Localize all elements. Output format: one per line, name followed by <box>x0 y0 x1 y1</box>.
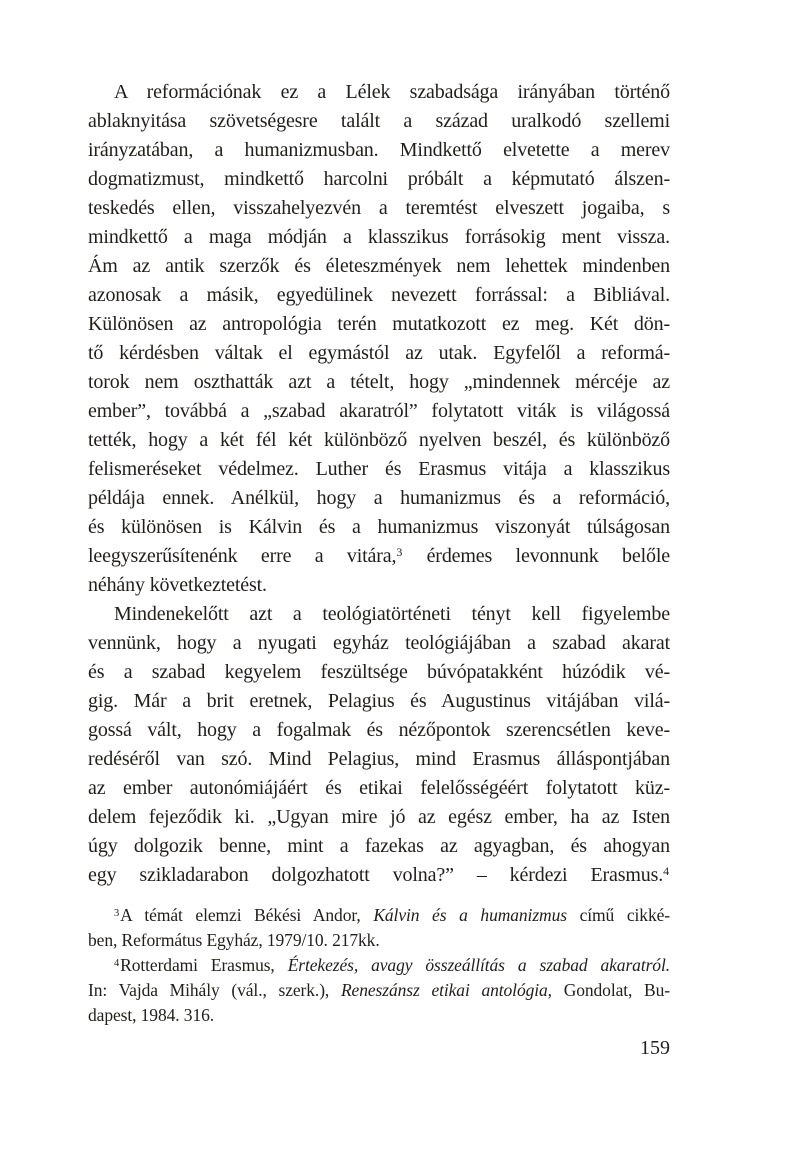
page-number: 159 <box>640 1037 670 1059</box>
text-line <box>88 903 670 928</box>
paragraph-1 <box>88 78 670 600</box>
text-line <box>88 832 670 861</box>
text-line <box>88 629 670 658</box>
text-segment: redéséről van szó. Mind Pelagius, mind Erasmus álláspontjában <box>88 748 670 770</box>
text-segment: azonosak a másik, egyedülinek nevezett forrással: a Bibliával. <box>88 284 670 306</box>
text-line <box>88 136 670 165</box>
text-segment: A reformációnak ez a Lélek szabadsága irányában történő <box>114 81 670 103</box>
text-line <box>88 165 670 194</box>
superscript-ref: 3 <box>396 545 403 559</box>
text-line <box>88 426 670 455</box>
text-line <box>88 107 670 136</box>
text-segment: Gondolat, Bu- <box>551 980 670 1000</box>
text-line <box>88 194 670 223</box>
text-line <box>88 600 670 629</box>
text-line <box>88 745 670 774</box>
text-segment: Különösen az antropológia terén mutatkozott ez meg. Két dön- <box>88 313 670 335</box>
text-line <box>88 803 670 832</box>
text-segment: az ember autonómiájáért és etikai felelősségéért folytatott küz- <box>88 777 670 799</box>
text-line <box>88 339 670 368</box>
text-segment: Ám az antik szerzők és életeszmények nem lehettek mindenben <box>88 255 670 277</box>
text-line <box>88 571 670 600</box>
text-line <box>88 281 670 310</box>
text-segment: delem fejeződik ki. „Ugyan mire jó az egész ember, ha az Isten <box>88 806 670 828</box>
text-segment: Kálvin és a humanizmus <box>373 905 567 925</box>
text-line <box>88 513 670 542</box>
text-line <box>88 953 670 978</box>
text-line <box>88 687 670 716</box>
text-segment: néhány következtetést. <box>88 574 267 596</box>
text-segment: című cikké- <box>566 905 670 925</box>
text-segment: gig. Már a brit eretnek, Pelagius és Augustinus vitájában vilá- <box>88 690 670 712</box>
text-line <box>88 928 670 953</box>
text-segment: Rotterdami Erasmus, <box>120 955 288 975</box>
text-segment: gossá vált, hogy a fogalmak és nézőpontok szerencsétlen keve- <box>88 719 670 741</box>
text-segment: tő kérdésben váltak el egymástól az utak. Egyfelől a reformá- <box>88 342 670 364</box>
text-segment: példája ennek. Anélkül, hogy a humanizmus és a reformáció, <box>88 487 670 509</box>
superscript-ref: 4 <box>663 864 669 878</box>
text-line <box>88 223 670 252</box>
text-segment: In: Vajda Mihály (vál., szerk.), <box>88 980 341 1000</box>
text-line <box>88 1003 670 1028</box>
text-segment: ablaknyitása szövetségesre talált a század uralkodó szellemi <box>88 110 670 132</box>
text-segment: torok nem oszthatták azt a tételt, hogy „mindennek mércéje az <box>88 371 670 393</box>
text-segment: A témát elemzi Békési Andor, <box>120 905 374 925</box>
text-line <box>88 397 670 426</box>
text-segment: ember”, továbbá a „szabad akaratról” folytatott viták is világossá <box>88 400 670 422</box>
text-line <box>88 542 670 571</box>
text-line <box>88 78 670 107</box>
text-line <box>88 455 670 484</box>
text-segment: érdemes levonnunk belőle <box>403 545 670 567</box>
text-line <box>88 310 670 339</box>
text-line <box>88 716 670 745</box>
text-segment: dogmatizmust, mindkettő harcolni próbált a képmutató álszen- <box>88 168 670 190</box>
superscript-ref: 4 <box>114 957 120 969</box>
text-line <box>88 658 670 687</box>
footnote-3 <box>88 903 670 953</box>
text-segment: irányzatában, a humanizmusban. Mindkettő elvetette a merev <box>88 139 670 161</box>
text-line <box>88 861 670 890</box>
text-line <box>88 252 670 281</box>
superscript-ref: 3 <box>114 907 120 919</box>
footnote-4 <box>88 953 670 1028</box>
text-segment: és különösen is Kálvin és a humanizmus viszonyát túlságosan <box>88 516 670 538</box>
text-segment: tették, hogy a két fél két különböző nyelven beszél, és különböző <box>88 429 670 451</box>
body-text-block <box>88 78 670 890</box>
text-line <box>88 774 670 803</box>
text-line <box>88 978 670 1003</box>
text-segment: vennünk, hogy a nyugati egyház teológiájában a szabad akarat <box>88 632 670 654</box>
text-segment: leegyszerűsítenénk erre a vitára, <box>88 545 397 567</box>
text-segment: úgy dolgozik benne, mint a fazekas az agyagban, és ahogyan <box>88 835 670 857</box>
footnote-section <box>88 903 670 1028</box>
text-line <box>88 368 670 397</box>
text-segment: egy szikladarabon dolgozhatott volna?” – kérdezi Erasmus. <box>88 864 664 886</box>
text-line <box>88 484 670 513</box>
text-segment: dapest, 1984. 316. <box>88 1005 215 1025</box>
text-segment: mindkettő a maga módján a klasszikus forrásokig ment vissza. <box>88 226 670 248</box>
text-segment: Reneszánsz etikai antológia, <box>340 980 552 1000</box>
text-segment: és a szabad kegyelem feszültsége búvópatakként húzódik vé- <box>88 661 670 683</box>
text-segment: Mindenekelőtt azt a teológiatörténeti tényt kell figyelembe <box>114 603 670 625</box>
text-segment: ben, Református Egyház, 1979/10. 217kk. <box>88 930 380 950</box>
text-segment: Értekezés, avagy összeállítás a szabad akaratról. <box>287 955 670 975</box>
paragraph-2 <box>88 600 670 890</box>
text-segment: felismeréseket védelmez. Luther és Erasmus vitája a klasszikus <box>88 458 670 480</box>
text-segment: teskedés ellen, visszahelyezvén a teremtést elveszett jogaiba, s <box>88 197 670 219</box>
